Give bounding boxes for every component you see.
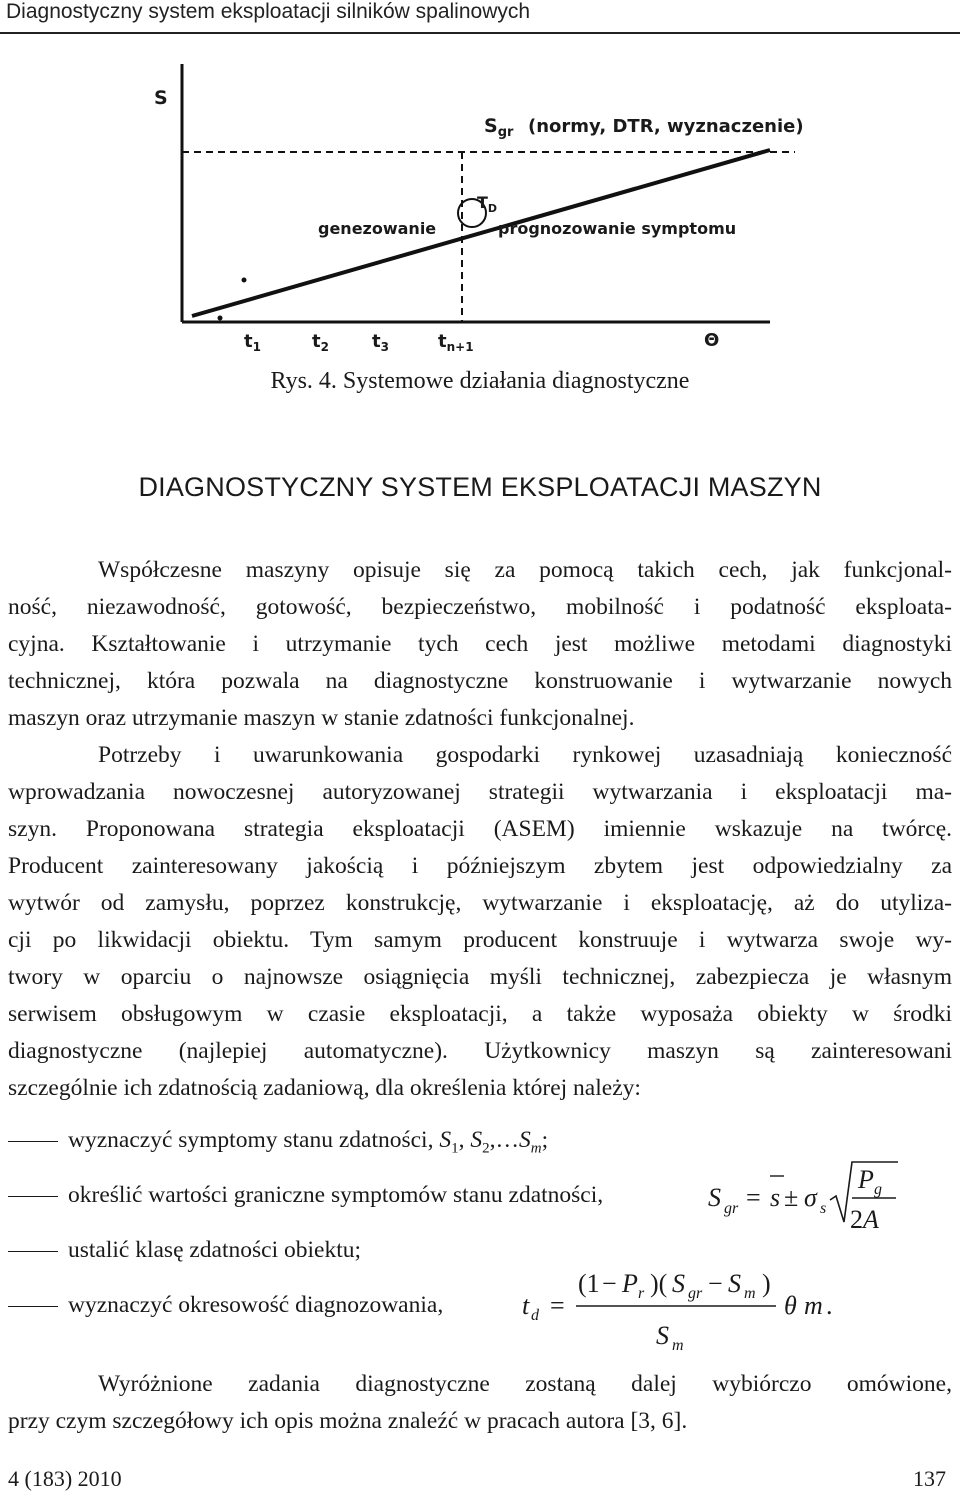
svg-text:S: S xyxy=(656,1321,669,1350)
formula-threshold-svg xyxy=(700,1158,900,1238)
bullet-dash xyxy=(8,1196,58,1197)
tick-label-t3: $t_3$ xyxy=(372,331,389,354)
tick-label-t1: $t_1$ xyxy=(244,331,261,354)
paragraph-line: maszyn oraz utrzymanie maszyn w stanie zdatności funkcjonalnej. xyxy=(8,705,635,731)
bullet-item: ustalić klasę zdatności obiektu; xyxy=(68,1237,362,1263)
tick-label-tn1: $t_{n+1}$ xyxy=(438,331,474,354)
svg-text:S: S xyxy=(672,1269,685,1298)
data-point xyxy=(218,316,223,321)
bullet-item: wyznaczyć okresowość diagnozowania, xyxy=(68,1292,444,1318)
svg-text:r: r xyxy=(638,1285,645,1302)
paragraph-line: serwisem obsługowym w czasie eksploatacji, a także wyposaża obiekty w środki xyxy=(8,1001,952,1027)
svg-text:m: m xyxy=(672,1337,684,1354)
running-header-title: Diagnostyczny system eksploatacji silników spalinowych xyxy=(6,0,531,23)
paragraph-line: szyn. Proponowana strategia eksploatacji (ASEM) imiennie wskazuje na twórcę. xyxy=(8,816,952,842)
svg-text:−: − xyxy=(602,1269,617,1298)
paragraph-line: Wyróżnione zadania diagnostyczne zostaną dalej wybiórczo omówione, xyxy=(98,1371,952,1397)
svg-text:θ: θ xyxy=(784,1291,797,1320)
section-heading: DIAGNOSTYCZNY SYSTEM EKSPLOATACJI MASZYN xyxy=(138,472,822,502)
footer-page-number: 137 xyxy=(913,1466,946,1491)
paragraph-line: twory w oparciu o najnowsze osiągnięcia myśli technicznej, zabezpiecza je własnym xyxy=(8,964,952,990)
bullet-item: wyznaczyć symptomy stanu zdatności, $S_1$, $S_2,\dots S_m$; xyxy=(68,1127,549,1157)
svg-text:g: g xyxy=(874,1181,882,1198)
bullet-dash xyxy=(8,1306,58,1307)
header-rule xyxy=(0,32,960,34)
svg-text:S: S xyxy=(708,1183,721,1212)
bullet-dash xyxy=(8,1141,58,1142)
paragraph-line: diagnostyczne (najlepiej automatyczne). Użytkownicy maszyn są zainteresowani xyxy=(8,1038,952,1064)
paragraph-line: wytwór od zamysłu, poprzez konstrukcję, wytwarzanie i eksploatację, aż do utyliza- xyxy=(8,890,952,916)
svg-text:σ: σ xyxy=(804,1183,817,1212)
paragraph-line: cyjna. Kształtowanie i utrzymanie tych cech jest możliwe metodami diagnostyki xyxy=(8,631,952,657)
bullet-item: określić wartości graniczne symptomów stanu zdatności, xyxy=(68,1182,604,1208)
threshold-note: (normy, DTR, wyznaczenie) xyxy=(528,116,804,137)
svg-text:): ) xyxy=(762,1269,771,1298)
running-header xyxy=(0,0,960,33)
svg-text:=: = xyxy=(550,1291,565,1320)
figure-svg xyxy=(140,60,860,370)
svg-text:m: m xyxy=(744,1285,756,1302)
svg-text:P: P xyxy=(858,1165,874,1194)
paragraph-line: ność, niezawodność, gotowość, bezpieczeństwo, mobilność i podatność eksploata- xyxy=(8,594,952,620)
td-point-label: $T_D$ xyxy=(477,193,498,215)
y-axis-label: S xyxy=(154,87,168,109)
paragraph-line: cji po likwidacji obiektu. Tym samym producent konstruuje i wytwarza swoje wy- xyxy=(8,927,952,953)
data-point xyxy=(242,278,247,283)
svg-text:gr: gr xyxy=(724,1200,739,1217)
bullet-text: wyznaczyć symptomy stanu zdatności, xyxy=(68,1127,440,1153)
svg-text:)(: )( xyxy=(650,1269,668,1298)
svg-text:S: S xyxy=(728,1269,741,1298)
tick-label-t2: $t_2$ xyxy=(312,331,329,354)
right-label: prognozowanie symptomu xyxy=(498,219,737,238)
paragraph-line: Potrzeby i uwarunkowania gospodarki rynkowej uzasadniają konieczność xyxy=(98,742,952,768)
paragraph-line: szczególnie ich zdatnością zadaniową, dla określenia której należy: xyxy=(8,1075,641,1101)
svg-text:2A: 2A xyxy=(850,1205,879,1234)
svg-text:(1: (1 xyxy=(578,1269,600,1298)
paragraph-line: Współczesne maszyny opisuje się za pomocą takich cech, jak funkcjonal- xyxy=(98,557,952,583)
svg-text:t: t xyxy=(522,1291,530,1320)
paragraph-line: Producent zainteresowany jakością i późniejszym zbytem jest odpowiedzialny za xyxy=(8,853,952,879)
left-label: genezowanie xyxy=(318,219,437,238)
paragraph-line: technicznej, która pozwala na diagnostyczne konstruowanie i wytwarzanie nowych xyxy=(8,668,952,694)
svg-text:d: d xyxy=(531,1307,539,1324)
svg-text:.: . xyxy=(826,1291,833,1320)
formula-interval-svg xyxy=(512,1262,852,1362)
formula-threshold xyxy=(700,1158,900,1243)
formula-interval xyxy=(512,1262,852,1367)
svg-text:m: m xyxy=(804,1291,823,1320)
figure-caption: Rys. 4. Systemowe działania diagnostyczne xyxy=(270,368,690,394)
paragraph-line: wprowadzania nowoczesnej autoryzowanej strategii wytwarzania i eksploatacji ma- xyxy=(8,779,952,805)
svg-text:±: ± xyxy=(784,1183,799,1212)
threshold-label: $S_{gr}$ xyxy=(484,115,514,140)
footer-issue: 4 (183) 2010 xyxy=(8,1466,122,1491)
figure-diagnostic-actions xyxy=(140,60,860,370)
svg-text:s: s xyxy=(770,1183,781,1212)
svg-text:gr: gr xyxy=(688,1285,703,1302)
paragraph-line: przy czym szczegółowy ich opis można znaleźć w pracach autora [3, 6]. xyxy=(8,1408,688,1434)
bullet-dash xyxy=(8,1251,58,1252)
svg-text:P: P xyxy=(622,1269,638,1298)
svg-text:−: − xyxy=(708,1269,723,1298)
svg-text:=: = xyxy=(746,1183,761,1212)
x-axis-label: Θ xyxy=(704,330,720,351)
svg-text:s: s xyxy=(820,1200,827,1217)
